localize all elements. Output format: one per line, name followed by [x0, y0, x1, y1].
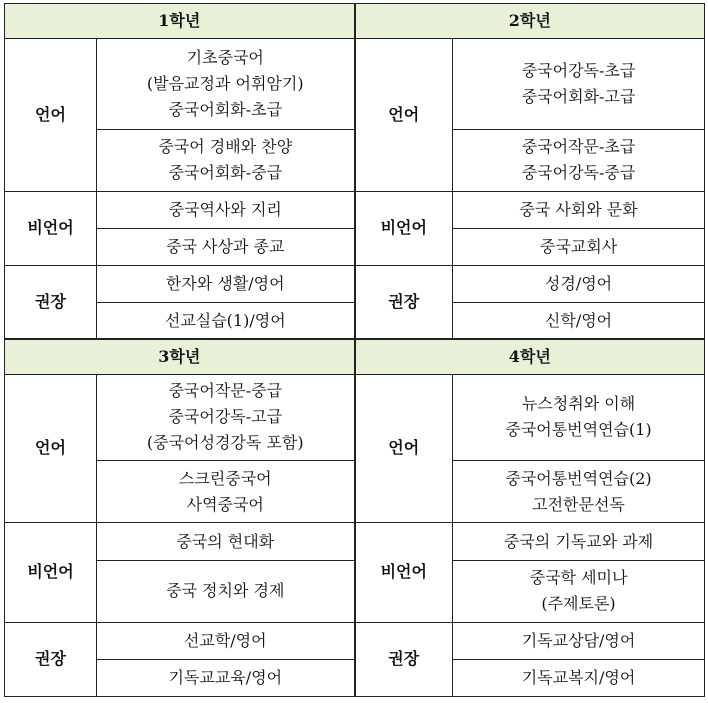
- header-row-bottom: [5, 339, 705, 374]
- course-name: 한자와 생활/영어: [97, 266, 355, 303]
- course-name: 중국어작문-초급: [521, 137, 636, 157]
- course-name: 기초중국어: [186, 47, 264, 67]
- year3-language-cell-1: [97, 374, 355, 460]
- year1-header: 1학년: [5, 4, 355, 39]
- course-name: 기독교복지/영어: [453, 659, 705, 696]
- year4-recommended-label: 권장: [355, 622, 453, 696]
- header-row-top: [5, 4, 705, 39]
- year4-non-language-label: 비언어: [355, 523, 453, 622]
- year2-language-cell-1: [453, 39, 705, 129]
- year2-non-language-label: 비언어: [355, 191, 453, 265]
- course-name: 중국의 기독교와 과제: [453, 523, 705, 561]
- course-name: 중국어작문-중급: [168, 381, 283, 401]
- non-language-row-3: [5, 523, 705, 561]
- course-name: 고전한문선독: [532, 494, 625, 514]
- language-row-1: [5, 39, 705, 129]
- course-name: 중국역사와 지리: [97, 191, 355, 228]
- course-name: 중국 사회와 문화: [453, 191, 705, 228]
- course-name: 기독교교육/영어: [97, 659, 355, 696]
- year1-language-cell-1: [97, 39, 355, 129]
- course-name: 신학/영어: [453, 303, 705, 339]
- course-note: (중국어성경강독 포함): [146, 433, 304, 453]
- course-name: 중국 정치와 경제: [97, 561, 355, 622]
- course-note: (발음교정과 어휘암기): [146, 73, 304, 93]
- course-name: 중국어통번역연습(1): [505, 420, 652, 440]
- language-row-3: [5, 374, 705, 460]
- year3-language-label: 언어: [5, 374, 97, 523]
- year1-recommended-label: 권장: [5, 266, 97, 339]
- curriculum-table: [4, 3, 705, 697]
- year2-language-cell-2: [453, 129, 705, 191]
- course-name: 선교학/영어: [97, 622, 355, 659]
- year1-language-cell-2: [97, 129, 355, 191]
- year3-language-cell-2: [97, 460, 355, 522]
- course-name: 스크린중국어: [178, 468, 272, 488]
- year2-header: 2학년: [355, 4, 705, 39]
- course-name: 중국어회화-고급: [521, 86, 636, 106]
- year2-language-label: 언어: [355, 39, 453, 192]
- course-name: 중국어회화-중급: [168, 163, 283, 183]
- recommended-row-3: [5, 622, 705, 659]
- course-name: 기독교상담/영어: [453, 622, 705, 659]
- course-name: 선교실습(1)/영어: [97, 303, 355, 339]
- year4-language-cell-1: [453, 374, 705, 460]
- year3-recommended-label: 권장: [5, 622, 97, 696]
- course-name: 중국어강독-고급: [168, 407, 283, 427]
- year3-header: 3학년: [5, 339, 355, 374]
- year4-header: 4학년: [355, 339, 705, 374]
- non-language-row-1: [5, 191, 705, 228]
- year4-non-language-cell-2: [453, 561, 705, 622]
- year1-language-label: 언어: [5, 39, 97, 192]
- year3-non-language-label: 비언어: [5, 523, 97, 622]
- year4-language-cell-2: [453, 460, 705, 522]
- course-note: (주제토론): [541, 594, 616, 614]
- course-name: 중국어강독-초급: [521, 60, 636, 80]
- course-name: 중국학 세미나: [529, 568, 628, 588]
- year4-language-label: 언어: [355, 374, 453, 523]
- year2-recommended-label: 권장: [355, 266, 453, 339]
- recommended-row-1: [5, 266, 705, 303]
- course-name: 중국어강독-중급: [521, 163, 636, 183]
- course-name: 중국 사상과 종교: [97, 228, 355, 265]
- year1-non-language-label: 비언어: [5, 191, 97, 265]
- course-name: 중국어통번역연습(2): [505, 468, 652, 488]
- course-name: 중국어회화-초급: [168, 99, 283, 119]
- course-name: 사역중국어: [186, 494, 264, 514]
- course-name: 뉴스청취와 이해: [521, 394, 636, 414]
- course-name: 성경/영어: [453, 266, 705, 303]
- course-name: 중국어 경배와 찬양: [158, 137, 293, 157]
- course-name: 중국의 현대화: [97, 523, 355, 561]
- course-name: 중국교회사: [453, 228, 705, 265]
